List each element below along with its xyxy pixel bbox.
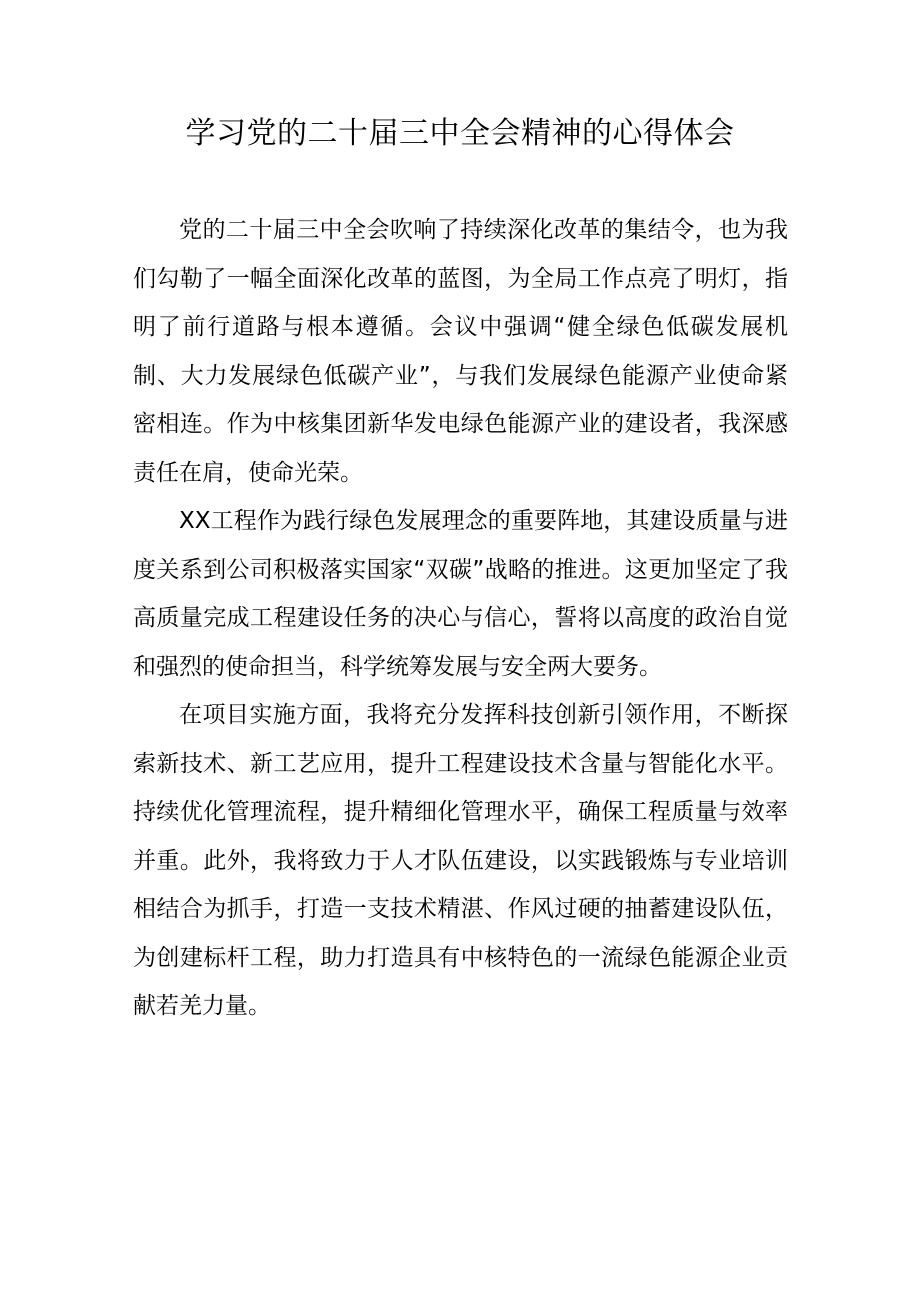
paragraph-1: 党的二十届三中全会吹响了持续深化改革的集结令，也为我们勾勒了一幅全面深化改革的蓝图，为全局工作点亮了明灯，指明了前行道路与根本遵循。会议中强调“健全绿色低碳发展机制、大力发展绿色低碳产业”，与我们发展绿色能源产业使命紧密相连。作为中核集团新华发电绿色能源产业的建设者，我深感责任在肩，使命光荣。 <box>133 217 788 486</box>
paragraph-2: XX工程作为践行绿色发展理念的重要阵地，其建设质量与进度关系到公司积极落实国家“双碳”战略的推进。这更加坚定了我高质量完成工程建设任务的决心与信心，誓将以高度的政治自觉和强烈的使命担当，科学统筹发展与安全两大要务。 <box>133 508 788 680</box>
paragraph-3: 在项目实施方面，我将充分发挥科技创新引领作用，不断探索新技术、新工艺应用，提升工程建设技术含量与智能化水平。持续优化管理流程，提升精细化管理水平，确保工程质量与效率并重。此外，我将致力于人才队伍建设，以实践锻炼与专业培训相结合为抓手，打造一支技术精湛、作风过硬的抽蓄建设队伍，为创建标杆工程，助力打造具有中核特色的一流绿色能源企业贡献若羌力量。 <box>133 702 788 1019</box>
document-title: 学习党的二十届三中全会精神的心得体会 <box>185 116 735 151</box>
document-body <box>133 206 788 1031</box>
